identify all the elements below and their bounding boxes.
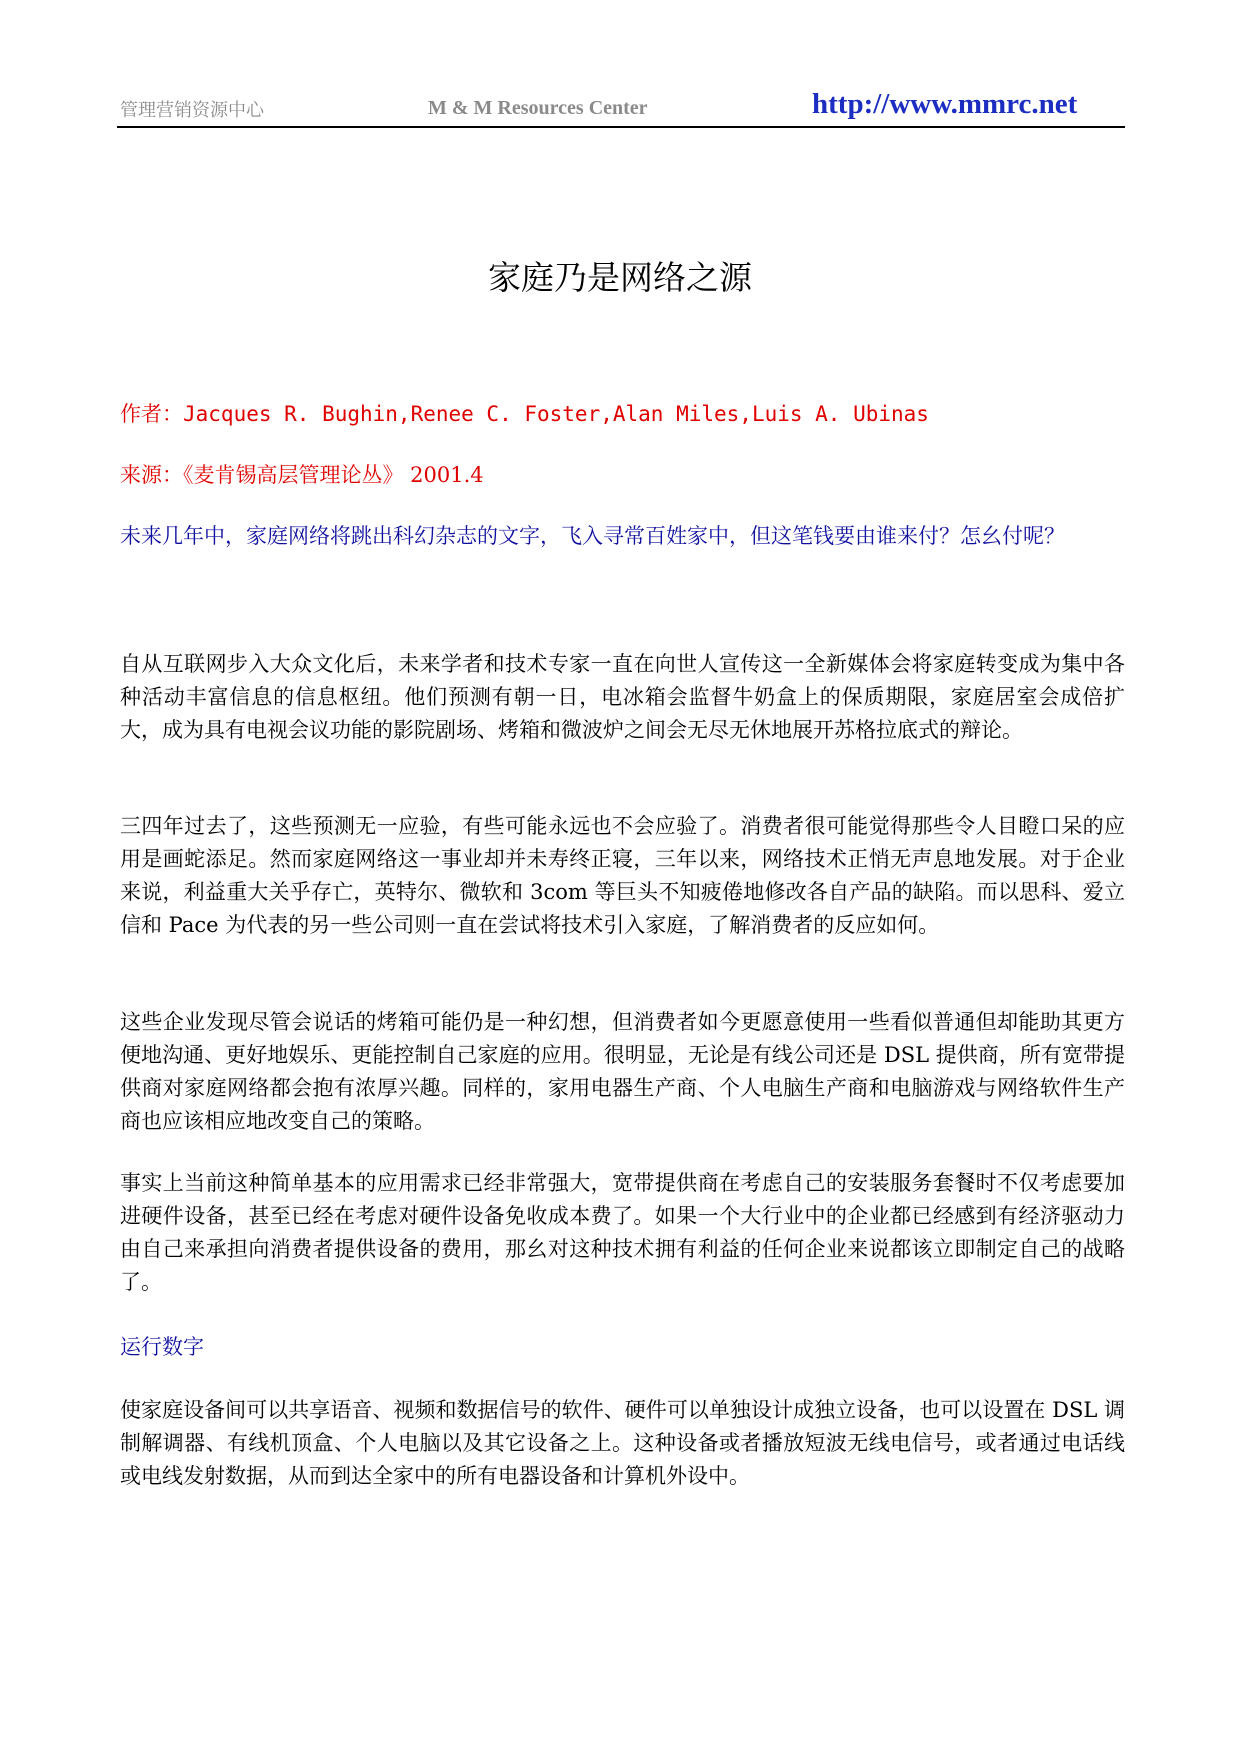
header-org-english-name: M & M Resources Center: [428, 97, 648, 119]
author-value: Jacques R. Bughin,Renee C. Foster,Alan Miles,Luis A. Ubinas: [183, 402, 929, 426]
article-source: [120, 459, 484, 489]
article-author: [120, 398, 929, 428]
article-title: 家庭乃是网络之源: [488, 258, 752, 297]
section-heading: 运行数字: [120, 1335, 204, 1359]
header-org-name: 管理营销资源中心: [120, 100, 264, 121]
page-header: [117, 88, 1125, 128]
source-label: 来源：: [120, 463, 183, 487]
body-paragraph: 三四年过去了，这些预测无一应验，有些可能永远也不会应验了。消费者很可能觉得那些令人目瞪口呆的应用是画蛇添足。然而家庭网络这一事业却并未寿终正寝，三年以来，网络技术正悄无声息地发展。对于企业来说，利益重大关乎存亡，英特尔、微软和 3com 等巨头不知疲倦地修改各自产品的缺陷。而以思科、爱立信和 Pace 为代表的另一些公司则一直在尝试将技术引入家庭，了解消费者的反应如何。: [120, 814, 1125, 937]
header-website-link[interactable]: http://www.mmrc.net: [812, 88, 1078, 120]
article-lede: 未来几年中，家庭网络将跳出科幻杂志的文字，飞入寻常百姓家中，但这笔钱要由谁来付？怎幺付呢？: [120, 524, 1065, 548]
author-label: 作者：: [120, 402, 183, 426]
body-paragraph: 这些企业发现尽管会说话的烤箱可能仍是一种幻想，但消费者如今更愿意使用一些看似普通但却能助其更方便地沟通、更好地娱乐、更能控制自己家庭的应用。很明显，无论是有线公司还是 DSL 提供商，所有宽带提供商对家庭网络都会抱有浓厚兴趣。同样的，家用电器生产商、个人电脑生产商和电脑游戏与网络软件生产商也应该相应地改变自己的策略。: [120, 1010, 1125, 1133]
body-paragraph: 事实上当前这种简单基本的应用需求已经非常强大，宽带提供商在考虑自己的安装服务套餐时不仅考虑要加进硬件设备，甚至已经在考虑对硬件设备免收成本费了。如果一个大行业中的企业都已经感到有经济驱动力由自己来承担向消费者提供设备的费用，那幺对这种技术拥有利益的任何企业来说都该立即制定自己的战略了。: [120, 1171, 1125, 1294]
body-paragraph: 自从互联网步入大众文化后，未来学者和技术专家一直在向世人宣传这一全新媒体会将家庭转变成为集中各种活动丰富信息的信息枢纽。他们预测有朝一日，电冰箱会监督牛奶盒上的保质期限，家庭居室会成倍扩大，成为具有电视会议功能的影院剧场、烤箱和微波炉之间会无尽无休地展开苏格拉底式的辩论。: [120, 652, 1125, 742]
source-value: 《麦肯锡高层管理论丛》 2001.4: [183, 463, 484, 487]
section-paragraph: 使家庭设备间可以共享语音、视频和数据信号的软件、硬件可以单独设计成独立设备，也可以设置在 DSL 调制解调器、有线机顶盒、个人电脑以及其它设备之上。这种设备或者播放短波无线电信号，或者通过电话线或电线发射数据，从而到达全家中的所有电器设备和计算机外设中。: [120, 1398, 1125, 1488]
